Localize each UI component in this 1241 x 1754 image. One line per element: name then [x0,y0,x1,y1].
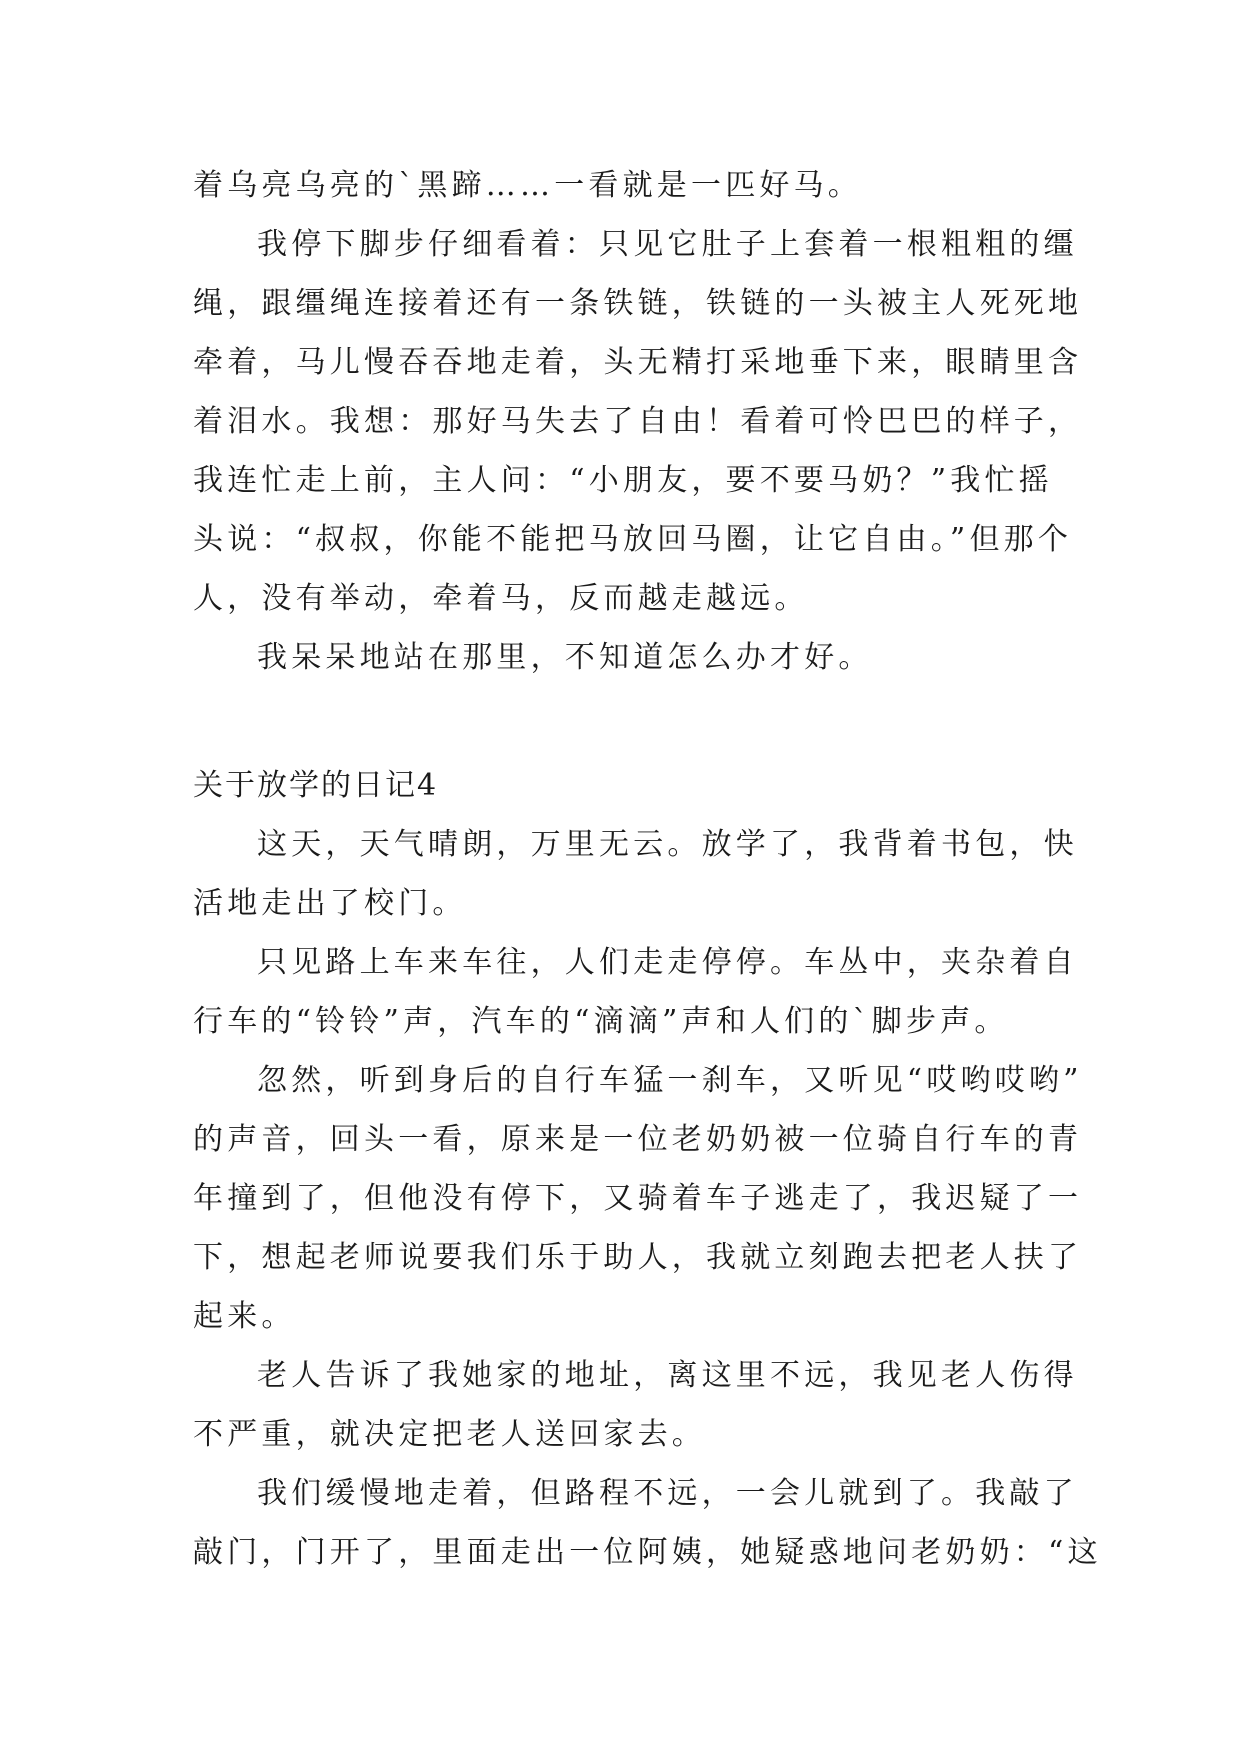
text-line: 牵着，马儿慢吞吞地走着，头无精打采地垂下来，眼睛里含 [193,345,1083,380]
text-line: 活地走出了校门。 [193,886,467,921]
text-line: 头说：“叔叔，你能不能把马放回马圈，让它自由。”但那个 [193,522,1073,557]
text-line: 年撞到了，但他没有停下，又骑着车子逃走了，我迟疑了一 [193,1181,1083,1216]
paragraph-start-line: 这天，天气晴朗，万里无云。放学了，我背着书包，快 [257,827,1078,862]
text-line: 起来。 [193,1299,296,1334]
text-line: 绳，跟缰绳连接着还有一条铁链，铁链的一头被主人死死地 [193,286,1083,321]
text-line: 不严重，就决定把老人送回家去。 [193,1417,706,1452]
text-line: 人，没有举动，牵着马，反而越走越远。 [193,581,809,616]
text-line: 我连忙走上前，主人问：“小朋友，要不要马奶？”我忙摇 [193,463,1053,498]
text-line: 的声音，回头一看，原来是一位老奶奶被一位骑自行车的青 [193,1122,1083,1157]
paragraph-start-line: 我停下脚步仔细看着：只见它肚子上套着一根粗粗的缰 [257,227,1078,262]
document-body [193,156,1102,1582]
text-line: 下，想起老师说要我们乐于助人，我就立刻跑去把老人扶了 [193,1240,1083,1275]
section-spacer [193,687,1053,756]
text-line: 着泪水。我想：那好马失去了自由！看着可怜巴巴的样子， [193,404,1083,439]
text-line: 敲门，门开了，里面走出一位阿姨，她疑惑地问老奶奶：“这 [193,1535,1102,1570]
paragraph-start-line: 忽然，听到身后的自行车猛一刹车，又听见“哎哟哎哟” [257,1063,1083,1098]
paragraph-start-line: 只见路上车来车往，人们走走停停。车丛中，夹杂着自 [257,945,1078,980]
text-line: 着乌亮乌亮的`黑蹄……一看就是一匹好马。 [193,168,862,203]
paragraph-start-line: 我们缓慢地走着，但路程不远，一会儿就到了。我敲了 [257,1476,1078,1511]
paragraph-start-line: 我呆呆地站在那里，不知道怎么办才好。 [257,640,873,675]
text-line: 行车的“铃铃”声，汽车的“滴滴”声和人们的`脚步声。 [193,1004,1009,1039]
section-title: 关于放学的日记4 [193,768,439,803]
paragraph-start-line: 老人告诉了我她家的地址，离这里不远，我见老人伤得 [257,1358,1078,1393]
